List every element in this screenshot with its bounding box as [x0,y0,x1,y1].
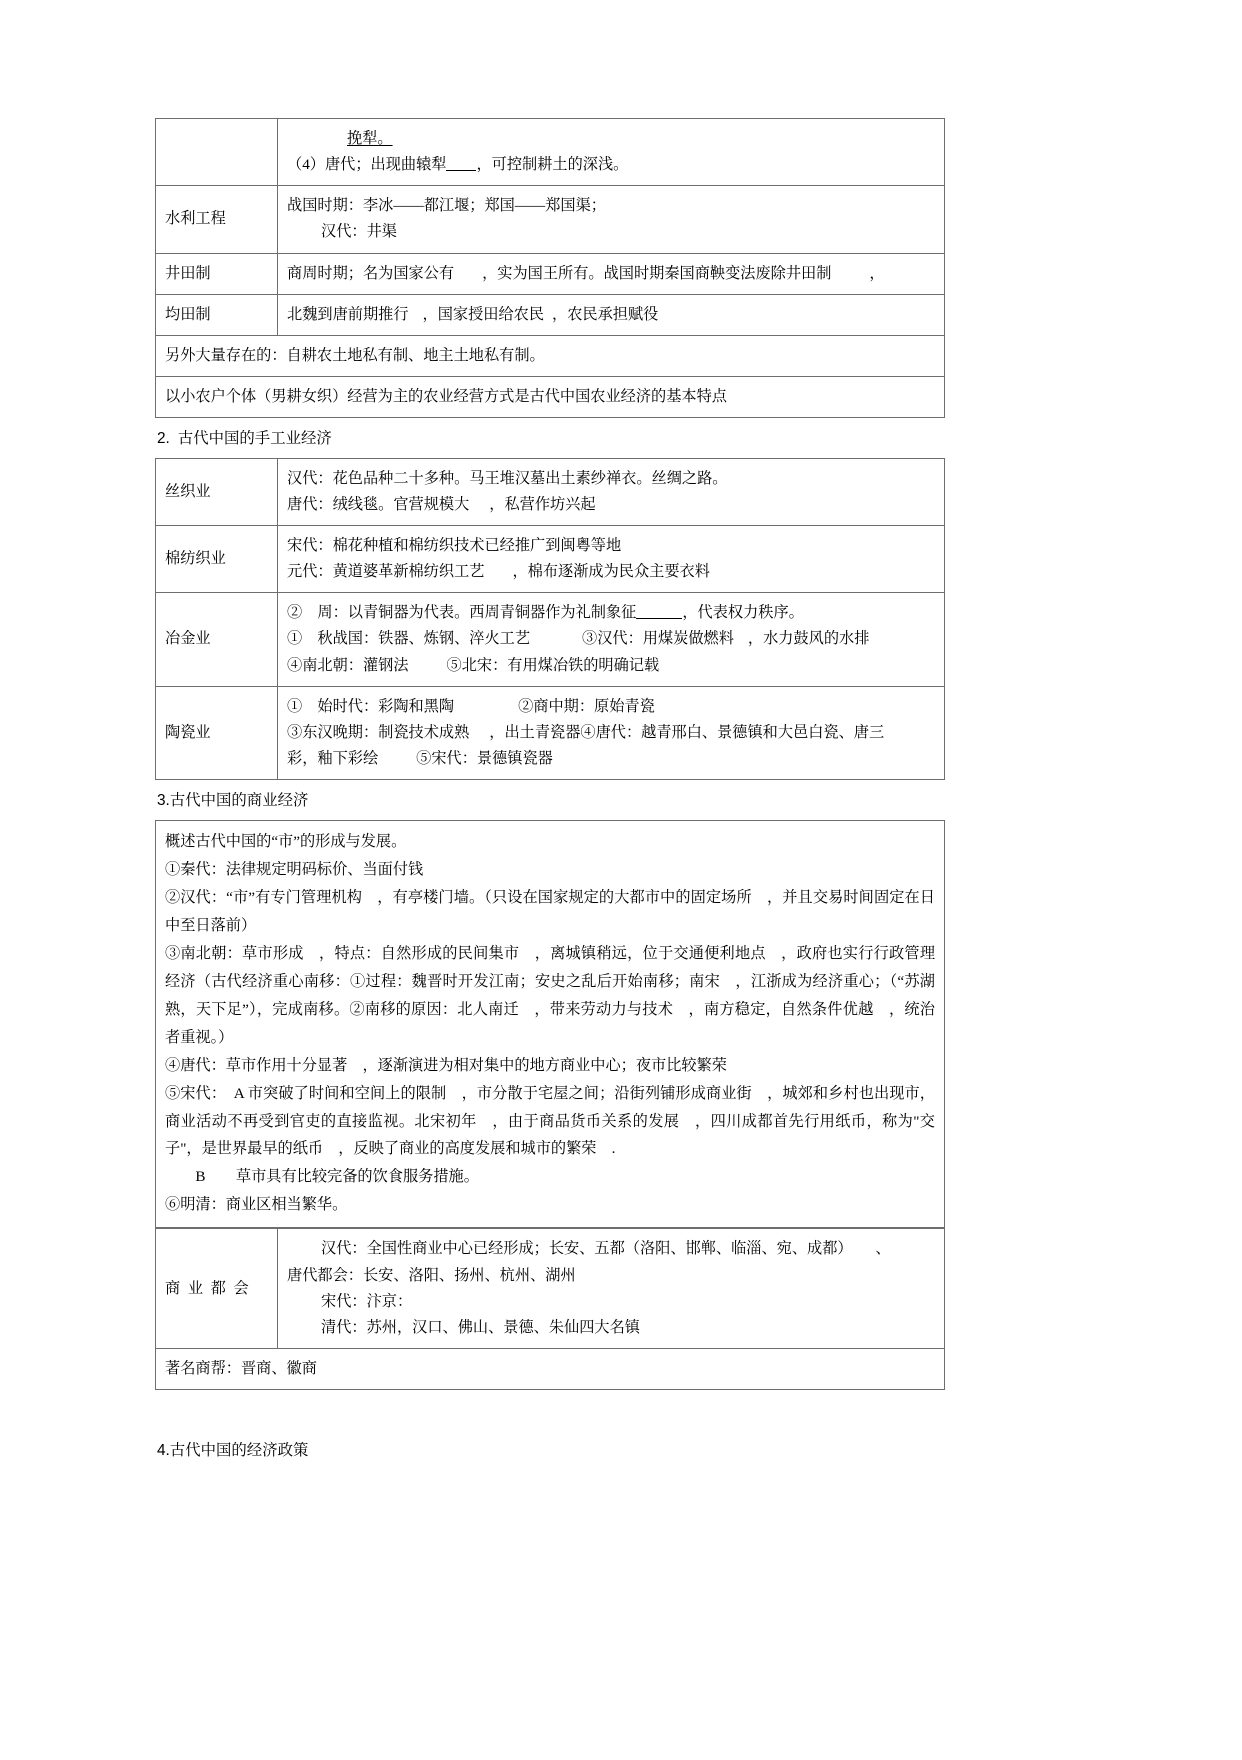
handicraft-table [155,458,945,780]
text-line: 北魏到唐前期推行 ，国家授田给农民 ，农民承担赋役 [287,305,659,323]
row-label: 均田制 [165,305,211,323]
section-title: 古代中国的商业经济 [169,792,309,810]
row-label-cell [156,294,278,335]
row-label-cell [156,526,278,593]
text-line: 宋代：汴京： [321,1292,413,1310]
section-4-heading [157,1438,945,1460]
text-line: ① 秋战国：铁器、炼钢、淬火工艺 ③汉代：用煤炭做燃料 ，水力鼓风的水排 [287,630,870,648]
document-content [155,118,945,1460]
section-title: 古代中国的经济政策 [169,1442,309,1460]
section-title: 古代中国的手工业经济 [177,430,332,448]
table-row [156,119,945,186]
row-body-cell [278,186,945,253]
row-label: 水利工程 [165,210,226,228]
section-number: 4. [157,1442,170,1460]
row-body-cell [278,1229,945,1349]
commercial-cities-table [155,1228,945,1390]
row-label-cell [156,119,278,186]
section-number: 3. [157,792,170,810]
paragraph: B 草市具有比较完备的饮食服务措施。 [165,1168,479,1186]
section-2-heading [157,427,945,452]
section-3-heading [157,789,945,814]
row-body-cell [278,526,945,593]
row-label: 棉纺织业 [165,550,226,568]
table-row [156,686,945,779]
row-body-cell [278,686,945,779]
row-body-cell [156,1348,945,1389]
paragraph: ⑤宋代： A 市突破了时间和空间上的限制 ，市分散于宅屋之间；沿街列铺形成商业街 ，城郊和乡村也出现市，商业活动不再受到官吏的直接监视。北宋初年 ，由于商品货币关系的发展 ，四川成都首先行用纸币，称为"交子"，是世界最早的纸币 ，反映了商业的高度发展和城市的繁荣 . [165,1084,935,1158]
row-label: 冶金业 [165,630,211,648]
agriculture-table [155,118,945,418]
paragraph: ②汉代：“市”有专门管理机构 ，有亭楼门墙。（只设在国家规定的大都市中的固定场所 ，并且交易时间固定在日中至日落前） [165,888,935,934]
table-row [156,458,945,525]
row-label-cell [156,593,278,686]
table-row [156,294,945,335]
table-row [156,376,945,417]
text-line: 战国时期：李冰——都江堰；郑国——郑国渠； [287,197,606,215]
table-row [156,186,945,253]
text-line: （4）唐代；出现曲辕犁 ，可控制耕土的深浅。 [287,156,629,174]
row-body-cell [278,593,945,686]
text-line: 宋代：棉花种植和棉纺织技术已经推广到闽粤等地 [287,537,622,555]
row-label: 陶瓷业 [165,723,211,741]
text-line: 另外大量存在的：自耕农土地私有制、地主土地私有制。 [165,346,545,364]
table-row [156,1229,945,1349]
row-label-cell [156,253,278,294]
row-body-cell [156,376,945,417]
text-line: 彩，釉下彩绘 ⑤宋代：景德镇瓷器 [287,750,553,768]
text-line: 清代：苏州，汉口、佛山、景德、朱仙四大名镇 [321,1318,640,1336]
row-label-cell [156,186,278,253]
underline-blank [636,603,682,619]
underline-blank [446,155,476,171]
paragraph: ③南北朝：草市形成 ，特点：自然形成的民间集市 ，离城镇稍远，位于交通便利地点 ，政府也实行行政管理经济（古代经济重心南移：①过程：魏晋时开发江南；安史之乱后开始南移；南宋 ，江浙成为经济重心；（“苏湖熟，天下足”），完成南移。②南移的原因：北人南迁 ，带来劳动力与技术 ，南方稳定，自然条件优越 ，统治者重视。） [165,944,935,1046]
row-label-cell [156,458,278,525]
paragraph: 概述古代中国的“市”的形成与发展。 [165,832,407,850]
table-row [156,335,945,376]
commerce-text-block [155,820,945,1229]
text-line: ① 始时代：彩陶和黑陶 ②商中期：原始青瓷 [287,697,655,715]
row-label: 丝织业 [165,482,211,500]
text-line: 著名商帮：晋商、徽商 [165,1359,317,1377]
text-line: 商周时期；名为国家公有 ，实为国王所有。战国时期秦国商鞅变法废除井田制 ， [287,264,885,282]
section-number: 2. [157,430,170,448]
paragraph: ④唐代：草市作用十分显著 ，逐渐演进为相对集中的地方商业中心；夜市比较繁荣 [165,1056,727,1074]
text-line: 唐代都会：长安、洛阳、扬州、杭州、湖州 [287,1266,576,1284]
paragraph: ①秦代：法律规定明码标价、当面付钱 [165,860,424,878]
table-row [156,593,945,686]
text-line: 唐代：绒线毯。官营规模大 ，私营作坊兴起 [287,495,596,513]
row-body-cell [278,294,945,335]
row-body-cell [278,458,945,525]
paragraph: ⑥明清：商业区相当繁华。 [165,1196,348,1214]
text-line: 汉代：全国性商业中心已经形成；长安、五都（洛阳、邯郸、临淄、宛、成都） 、 [321,1240,891,1258]
text-line: 以小农户个体（男耕女织）经营为主的农业经营方式是古代中国农业经济的基本特点 [165,387,727,405]
text-line: 汉代：井渠 [321,223,397,241]
row-body-cell [278,119,945,186]
table-row [156,253,945,294]
text-line: ② 周：以青铜器为代表。西周青铜器作为礼制象征 ，代表权力秩序。 [287,604,804,622]
table-row [156,526,945,593]
table-row [156,1348,945,1389]
text-line: ③东汉晚期：制瓷技术成熟 ，出土青瓷器④唐代：越青邢白、景德镇和大邑白瓷、唐三 [287,723,885,741]
row-label-cell [156,686,278,779]
text-line: ④南北朝：灌钢法 ⑤北宋：有用煤冶铁的明确记载 [287,656,660,674]
row-label: 商 业 都 会 [165,1279,249,1297]
text-line: 汉代：花色品种二十多种。马王堆汉墓出土素纱禅衣。丝绸之路。 [287,469,728,487]
row-body-cell [278,253,945,294]
row-label: 井田制 [165,264,211,282]
text-line: 挽犁。 [347,130,393,147]
row-label-cell [156,1229,278,1349]
text-line: 元代：黄道婆革新棉纺织工艺 ，棉布逐渐成为民众主要衣料 [287,563,710,581]
row-body-cell [156,335,945,376]
